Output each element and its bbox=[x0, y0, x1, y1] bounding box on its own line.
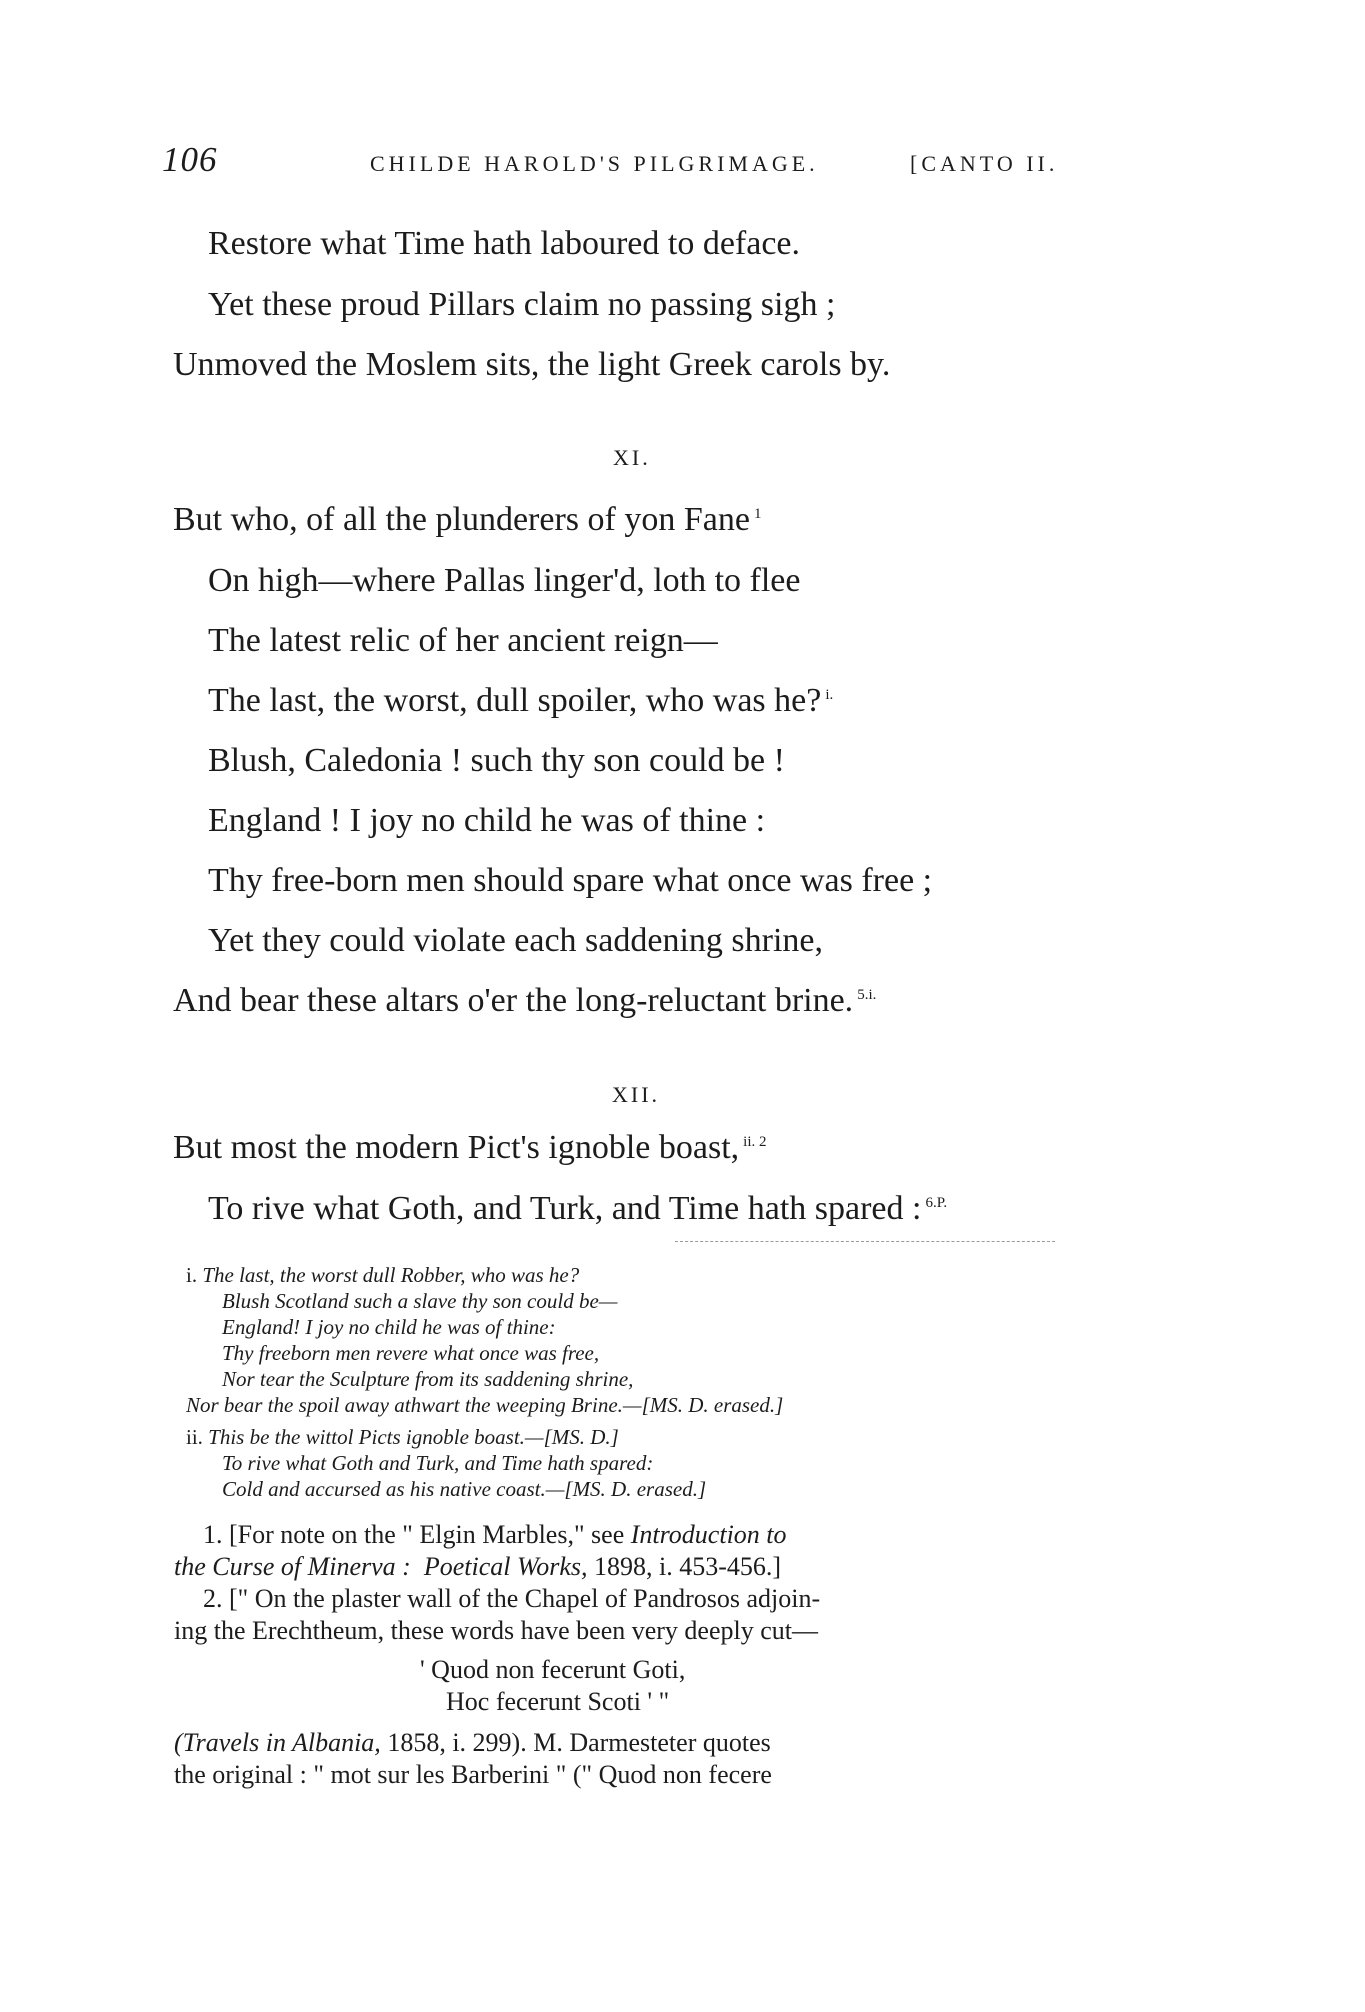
verse-line bbox=[173, 981, 876, 1021]
variant-ref: [MS. D.] bbox=[543, 1425, 619, 1449]
variant-mark: i. bbox=[825, 686, 834, 703]
variant-line: Nor tear the Sculpture from its saddening shrine, bbox=[222, 1367, 634, 1391]
variant-line bbox=[186, 1392, 783, 1418]
stanza-number: XII. bbox=[612, 1082, 661, 1107]
footnote-mark: 1 bbox=[753, 505, 762, 522]
footnote-title: Introduction to bbox=[630, 1520, 787, 1549]
variant-label: ii. bbox=[186, 1425, 203, 1449]
verse-text: The last, the worst, dull spoiler, who was he? bbox=[208, 682, 822, 719]
variant-text: Nor bear the spoil away athwart the weeping Brine.— bbox=[186, 1393, 642, 1417]
verse-line bbox=[208, 681, 833, 721]
footnote-text: 1898, i. 453-456.] bbox=[594, 1552, 782, 1581]
verse-text: And bear these altars o'er the long-reluctant brine. bbox=[173, 982, 854, 1019]
quoted-inscription: Hoc fecerunt Scoti ' " bbox=[446, 1687, 670, 1716]
verse-line bbox=[173, 1128, 767, 1168]
variant-mark: 5.i. bbox=[857, 986, 877, 1003]
quoted-inscription: ' Quod non fecerunt Goti, bbox=[420, 1655, 686, 1684]
variant-text: This be the wittol Picts ignoble boast.— bbox=[208, 1425, 544, 1449]
variant-line: Blush Scotland such a slave thy son could be— bbox=[222, 1289, 618, 1313]
variant-line bbox=[186, 1424, 619, 1450]
verse-line: Unmoved the Moslem sits, the light Greek carols by. bbox=[173, 346, 891, 383]
variant-ref: [MS. D. erased.] bbox=[564, 1477, 707, 1501]
variant-line: To rive what Goth and Turk, and Time hath spared: bbox=[222, 1451, 654, 1475]
footnote-line bbox=[203, 1519, 787, 1551]
footnote-line: 2. [" On the plaster wall of the Chapel of Pandrosos adjoin- bbox=[203, 1584, 821, 1613]
footnote-mark: ii. 2 bbox=[743, 1133, 767, 1150]
verse-line: The latest relic of her ancient reign— bbox=[208, 622, 718, 659]
stanza-number: XI. bbox=[613, 445, 651, 470]
page-number: 106 bbox=[162, 140, 218, 179]
verse-text: But who, of all the plunderers of yon Fane bbox=[173, 501, 750, 538]
variant-line: England! I joy no child he was of thine: bbox=[222, 1315, 556, 1339]
variant-text: Cold and accursed as his native coast.— bbox=[222, 1477, 565, 1501]
verse-line: On high—where Pallas linger'd, loth to flee bbox=[208, 562, 801, 599]
variant-label: i. bbox=[186, 1263, 198, 1287]
verse-line: Restore what Time hath laboured to deface. bbox=[208, 225, 801, 262]
footnote-line bbox=[174, 1551, 781, 1583]
canto-label: [CANTO II. bbox=[910, 151, 1059, 176]
verse-line bbox=[208, 1189, 947, 1229]
variant-text: The last, the worst dull Robber, who was he? bbox=[202, 1263, 580, 1287]
faint-rule bbox=[675, 1241, 1055, 1242]
footnote-text: 1858, i. 299). M. Darmesteter quotes bbox=[387, 1728, 771, 1757]
verse-line: England ! I joy no child he was of thine : bbox=[208, 802, 766, 839]
footnote-line: ing the Erechtheum, these words have been very deeply cut— bbox=[174, 1616, 818, 1645]
footnote-text: 1. [For note on the " Elgin Marbles," see bbox=[203, 1520, 625, 1549]
footnote-title: the Curse of Minerva : bbox=[174, 1552, 411, 1581]
verse-line bbox=[173, 500, 761, 540]
variant-line bbox=[186, 1262, 579, 1288]
footnote-line bbox=[174, 1727, 771, 1759]
verse-text: But most the modern Pict's ignoble boast, bbox=[173, 1129, 740, 1166]
variant-ref: [MS. D. erased.] bbox=[641, 1393, 784, 1417]
variant-line bbox=[222, 1476, 706, 1502]
verse-line: Yet they could violate each saddening shrine, bbox=[208, 922, 824, 959]
verse-text: To rive what Goth, and Turk, and Time hath spared : bbox=[208, 1190, 922, 1227]
verse-line: Blush, Caledonia ! such thy son could be ! bbox=[208, 742, 785, 779]
footnote-title: (Travels in Albania, bbox=[174, 1728, 381, 1757]
verse-line: Thy free-born men should spare what once was free ; bbox=[208, 862, 933, 899]
footnote-title: Poetical Works, bbox=[423, 1552, 588, 1581]
running-title: CHILDE HAROLD'S PILGRIMAGE. bbox=[370, 151, 819, 176]
variant-line: Thy freeborn men revere what once was free, bbox=[222, 1341, 600, 1365]
footnote-line: the original : " mot sur les Barberini " (" Quod non fecere bbox=[174, 1760, 772, 1789]
verse-line: Yet these proud Pillars claim no passing sigh ; bbox=[208, 286, 836, 323]
variant-mark: 6.P. bbox=[925, 1194, 948, 1211]
